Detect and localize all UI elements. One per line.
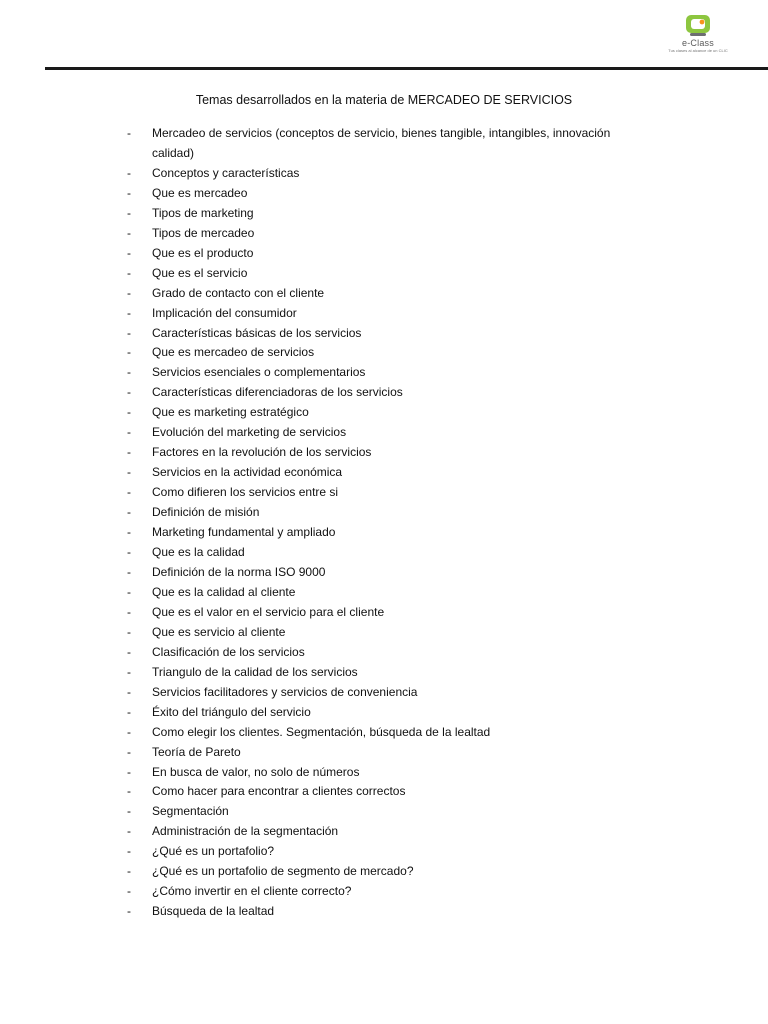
topic-text: Mercadeo de servicios (conceptos de servicio, bienes tangible, intangibles, innovación calidad) xyxy=(152,126,611,160)
topic-item xyxy=(0,383,642,403)
topic-bullet: - xyxy=(127,405,131,420)
topic-text: Marketing fundamental y ampliado xyxy=(152,525,336,540)
topic-text: En busca de valor, no solo de números xyxy=(152,764,360,779)
topic-item xyxy=(0,463,642,483)
topic-text: Que es la calidad al cliente xyxy=(152,584,296,599)
topic-text: Segmentación xyxy=(152,804,229,819)
topic-item xyxy=(0,124,642,164)
topic-bullet: - xyxy=(127,824,131,839)
topic-text: Teoría de Pareto xyxy=(152,744,241,759)
topic-bullet: - xyxy=(127,225,131,240)
topic-item xyxy=(0,703,642,723)
topic-item xyxy=(0,224,642,244)
document-title: Temas desarrollados en la materia de MERCADEO DE SERVICIOS xyxy=(195,93,573,107)
topic-item xyxy=(0,802,642,822)
logo-tagline: Tus clases al alcance de un CLIC xyxy=(668,48,728,53)
topic-item xyxy=(0,723,642,743)
topic-text: Que es marketing estratégico xyxy=(152,405,309,420)
topic-bullet: - xyxy=(127,325,131,340)
topic-bullet: - xyxy=(127,525,131,540)
topic-text: Que es el producto xyxy=(152,245,254,260)
topic-item xyxy=(0,523,642,543)
topic-item xyxy=(0,882,642,902)
topic-text: Grado de contacto con el cliente xyxy=(152,285,325,300)
topic-text: Que es el servicio xyxy=(152,265,248,280)
topic-item xyxy=(0,164,642,184)
topic-item xyxy=(0,842,642,862)
topic-text: Factores en la revolución de los servicios xyxy=(152,445,372,460)
topic-item xyxy=(0,902,642,922)
topic-text: Que es la calidad xyxy=(152,545,245,560)
topic-text: Como difieren los servicios entre si xyxy=(152,485,339,500)
topic-text: Búsqueda de la lealtad xyxy=(152,904,275,919)
topic-text: Que es mercadeo xyxy=(152,185,248,200)
logo-name: e-Class xyxy=(682,38,714,48)
topic-item xyxy=(0,743,642,763)
topic-bullet: - xyxy=(127,205,131,220)
topic-bullet: - xyxy=(127,784,131,799)
topic-item xyxy=(0,563,642,583)
topic-bullet: - xyxy=(127,305,131,320)
topic-bullet: - xyxy=(127,245,131,260)
topic-text: Tipos de mercadeo xyxy=(152,225,255,240)
topic-item xyxy=(0,264,642,284)
topic-bullet: - xyxy=(127,285,131,300)
topic-text: Administración de la segmentación xyxy=(152,824,339,839)
topic-text: Que es mercadeo de servicios xyxy=(152,345,315,360)
topic-bullet: - xyxy=(127,884,131,899)
topic-item xyxy=(0,763,642,783)
topic-bullet: - xyxy=(127,165,131,180)
topic-bullet: - xyxy=(127,724,131,739)
topic-bullet: - xyxy=(127,385,131,400)
topic-bullet: - xyxy=(127,564,131,579)
topic-bullet: - xyxy=(127,864,131,879)
topic-item xyxy=(0,583,642,603)
topic-text: Servicios esenciales o complementarios xyxy=(152,365,366,380)
topic-text: ¿Qué es un portafolio de segmento de mercado? xyxy=(152,864,414,879)
topic-text: Definición de misión xyxy=(152,505,260,520)
topic-item xyxy=(0,683,642,703)
topic-text: ¿Qué es un portafolio? xyxy=(152,844,275,859)
topic-text: Clasificación de los servicios xyxy=(152,644,305,659)
topic-bullet: - xyxy=(127,684,131,699)
topic-list xyxy=(0,124,642,922)
topic-bullet: - xyxy=(127,345,131,360)
topic-item xyxy=(0,343,642,363)
topic-bullet: - xyxy=(127,584,131,599)
topic-bullet: - xyxy=(127,804,131,819)
topic-text: Que es el valor en el servicio para el cliente xyxy=(152,604,385,619)
topic-item xyxy=(0,543,642,563)
topic-item xyxy=(0,184,642,204)
topic-text: Servicios facilitadores y servicios de conveniencia xyxy=(152,684,418,699)
topic-item xyxy=(0,822,642,842)
topic-item xyxy=(0,663,642,683)
topic-item xyxy=(0,443,642,463)
topic-item xyxy=(0,324,642,344)
topic-text: Triangulo de la calidad de los servicios xyxy=(152,664,358,679)
topic-bullet: - xyxy=(127,744,131,759)
topic-bullet: - xyxy=(127,644,131,659)
eclass-logo xyxy=(667,14,729,58)
topic-item xyxy=(0,423,642,443)
topic-bullet: - xyxy=(127,704,131,719)
topic-item xyxy=(0,782,642,802)
topic-text: Servicios en la actividad económica xyxy=(152,465,343,480)
topic-text: Características básicas de los servicios xyxy=(152,325,362,340)
topic-item xyxy=(0,284,642,304)
topic-bullet: - xyxy=(127,505,131,520)
topic-bullet: - xyxy=(127,764,131,779)
topic-bullet: - xyxy=(127,126,131,140)
topic-bullet: - xyxy=(127,425,131,440)
topic-bullet: - xyxy=(127,485,131,500)
topic-text: ¿Cómo invertir en el cliente correcto? xyxy=(152,884,352,899)
topic-text: Características diferenciadoras de los servicios xyxy=(152,385,403,400)
topic-bullet: - xyxy=(127,465,131,480)
topic-bullet: - xyxy=(127,604,131,619)
topic-bullet: - xyxy=(127,365,131,380)
topic-text: Que es servicio al cliente xyxy=(152,624,286,639)
eclass-logo-icon xyxy=(683,14,713,38)
topic-bullet: - xyxy=(127,185,131,200)
topic-bullet: - xyxy=(127,904,131,919)
topic-item xyxy=(0,204,642,224)
topic-text: Como elegir los clientes. Segmentación, búsqueda de la lealtad xyxy=(152,724,491,739)
topic-item xyxy=(0,603,642,623)
topic-item xyxy=(0,643,642,663)
topic-text: Como hacer para encontrar a clientes correctos xyxy=(152,784,406,799)
topic-bullet: - xyxy=(127,844,131,859)
topic-bullet: - xyxy=(127,664,131,679)
topic-text: Evolución del marketing de servicios xyxy=(152,425,347,440)
topic-text: Definición de la norma ISO 9000 xyxy=(152,564,326,579)
topic-text: Éxito del triángulo del servicio xyxy=(152,704,311,719)
topic-item xyxy=(0,623,642,643)
topic-item xyxy=(0,483,642,503)
topic-item xyxy=(0,862,642,882)
topic-text: Implicación del consumidor xyxy=(152,305,297,320)
topic-item xyxy=(0,304,642,324)
header-rule xyxy=(45,67,768,70)
topic-text: Conceptos y características xyxy=(152,165,300,180)
topic-item xyxy=(0,503,642,523)
topic-bullet: - xyxy=(127,624,131,639)
topic-item xyxy=(0,403,642,423)
topic-item xyxy=(0,244,642,264)
topic-bullet: - xyxy=(127,445,131,460)
topic-text: Tipos de marketing xyxy=(152,205,254,220)
topic-item xyxy=(0,363,642,383)
topic-bullet: - xyxy=(127,545,131,560)
topic-bullet: - xyxy=(127,265,131,280)
